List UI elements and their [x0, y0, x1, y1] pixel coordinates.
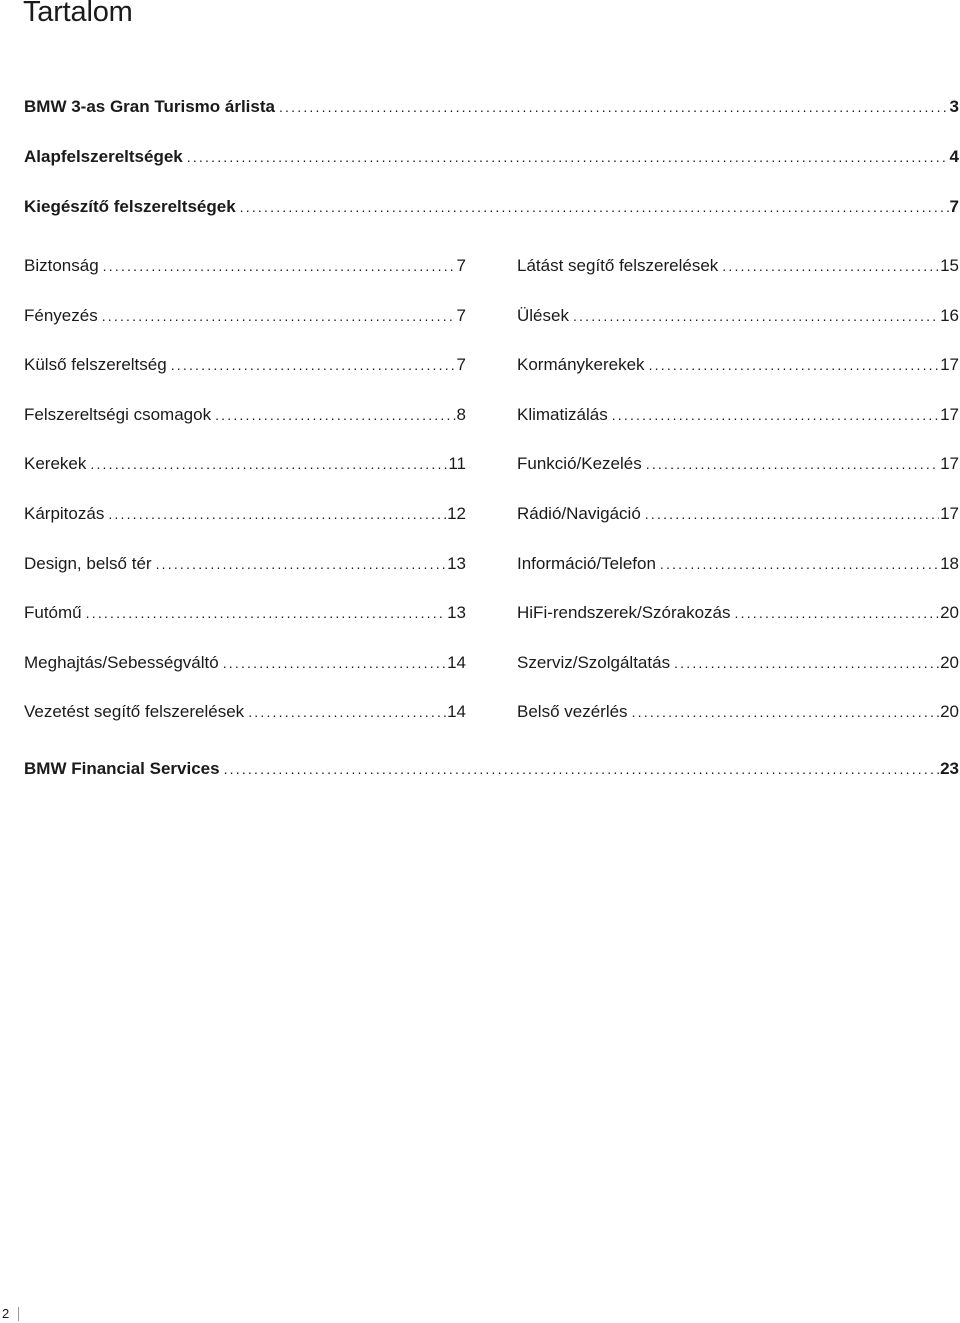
dot-leader: [108, 503, 446, 525]
dot-leader: [240, 196, 949, 218]
dot-leader: [90, 453, 447, 475]
toc-entry-ulesek[interactable]: [517, 305, 959, 327]
dot-leader: [224, 758, 940, 780]
toc-entry-page: 11: [448, 454, 466, 473]
toc-entry-meghajtas[interactable]: [24, 652, 466, 674]
toc-entry-label: Alapfelszereltségek: [24, 147, 183, 166]
toc-entry-funkcio-kezeles[interactable]: [517, 453, 959, 475]
dot-leader: [645, 503, 939, 525]
dot-leader: [279, 96, 949, 118]
toc-entry-label: Kiegészítő felszereltségek: [24, 197, 236, 216]
toc-entry-belso-vezerles[interactable]: [517, 701, 959, 723]
toc-entry-futomu[interactable]: [24, 602, 466, 624]
dot-leader: [646, 453, 939, 475]
toc-entry-label: Funkció/Kezelés: [517, 454, 642, 473]
toc-entry-page: 14: [447, 653, 466, 672]
toc-entry-page: 3: [949, 97, 959, 116]
toc-entry-label: Design, belső tér: [24, 554, 152, 573]
toc-entry-kormanykerekek[interactable]: [517, 354, 959, 376]
toc-entry-label: HiFi-rendszerek/Szórakozás: [517, 603, 731, 622]
toc-entry-page: 13: [447, 603, 466, 622]
toc-entry-page: 7: [949, 197, 959, 216]
dot-leader: [248, 701, 446, 723]
toc-entry-vezetest-segito[interactable]: [24, 701, 466, 723]
dot-leader: [722, 255, 939, 277]
toc-entry-label: BMW 3-as Gran Turismo árlista: [24, 97, 275, 116]
toc-entry-label: BMW Financial Services: [24, 759, 220, 778]
toc-entry-label: Felszereltségi csomagok: [24, 405, 212, 424]
toc-entry-page: 23: [940, 759, 959, 778]
toc-entry-label: Fényezés: [24, 306, 98, 325]
page-footer: [2, 1305, 19, 1323]
toc-entry-fenyezes[interactable]: [24, 305, 466, 327]
toc-entry-page: 7: [456, 355, 466, 374]
toc-entry-szerviz[interactable]: [517, 652, 959, 674]
toc-entry-page: 12: [447, 504, 466, 523]
toc-entry-label: Külső felszereltség: [24, 355, 167, 374]
dot-leader: [156, 553, 447, 575]
toc-entry-page: 20: [940, 702, 959, 721]
footer-divider: [18, 1307, 19, 1321]
toc-entry-financial-services[interactable]: [24, 758, 959, 780]
toc-entry-design-belso-ter[interactable]: [24, 553, 466, 575]
dot-leader: [735, 602, 940, 624]
toc-entry-label: Kerekek: [24, 454, 87, 473]
dot-leader: [674, 652, 939, 674]
toc-entry-label: Meghajtás/Sebességváltó: [24, 653, 219, 672]
toc-entry-label: Klimatizálás: [517, 405, 608, 424]
dot-leader: [632, 701, 940, 723]
toc-entry-alapfelszereltsegek[interactable]: [24, 146, 959, 168]
toc-entry-latast-segito[interactable]: [517, 255, 959, 277]
toc-entry-label: Ülések: [517, 306, 569, 325]
toc-entry-label: Futómű: [24, 603, 82, 622]
toc-entry-page: 17: [940, 355, 959, 374]
toc-entry-karpitozas[interactable]: [24, 503, 466, 525]
dot-leader: [187, 146, 949, 168]
toc-entry-page: 7: [456, 256, 466, 275]
dot-leader: [660, 553, 939, 575]
toc-entry-page: 17: [940, 504, 959, 523]
toc-entry-page: 16: [940, 306, 959, 325]
toc-entry-label: Kormánykerekek: [517, 355, 645, 374]
toc-entry-page: 20: [940, 653, 959, 672]
toc-entry-page: 17: [940, 405, 959, 424]
toc-entry-label: Vezetést segítő felszerelések: [24, 702, 245, 721]
toc-entry-page: 4: [949, 147, 959, 166]
toc-entry-hifi[interactable]: [517, 602, 959, 624]
toc-entry-page: 17: [940, 454, 959, 473]
toc-entry-page: 8: [456, 405, 466, 424]
dot-leader: [215, 404, 455, 426]
toc-entry-felszereltsegi-csomagok[interactable]: [24, 404, 466, 426]
toc-entry-label: Biztonság: [24, 256, 99, 275]
toc-entry-kerekek[interactable]: [24, 453, 466, 475]
toc-entry-page: 14: [447, 702, 466, 721]
toc-entry-kulso-felszereltseg[interactable]: [24, 354, 466, 376]
dot-leader: [649, 354, 940, 376]
toc-entry-label: Belső vezérlés: [517, 702, 628, 721]
toc-entry-label: Információ/Telefon: [517, 554, 656, 573]
dot-leader: [612, 404, 939, 426]
toc-entry-page: 20: [940, 603, 959, 622]
toc-entry-informacio-telefon[interactable]: [517, 553, 959, 575]
toc-entry-label: Szerviz/Szolgáltatás: [517, 653, 671, 672]
toc-entry-arlista[interactable]: [24, 96, 959, 118]
dot-leader: [573, 305, 939, 327]
toc-entry-label: Rádió/Navigáció: [517, 504, 641, 523]
dot-leader: [171, 354, 456, 376]
dot-leader: [103, 255, 456, 277]
toc-entry-label: Látást segítő felszerelések: [517, 256, 719, 275]
toc-entry-page: 18: [940, 554, 959, 573]
toc-entry-page: 7: [456, 306, 466, 325]
dot-leader: [102, 305, 456, 327]
dot-leader: [86, 602, 446, 624]
toc-entry-radio-navigacio[interactable]: [517, 503, 959, 525]
toc-entry-page: 13: [447, 554, 466, 573]
toc-entry-biztonsag[interactable]: [24, 255, 466, 277]
toc-entry-kiegeszito[interactable]: [24, 196, 959, 218]
toc-entry-klimatizalas[interactable]: [517, 404, 959, 426]
page-title: Tartalom: [23, 0, 133, 28]
toc-entry-label: Kárpitozás: [24, 504, 105, 523]
dot-leader: [223, 652, 446, 674]
toc-entry-page: 15: [940, 256, 959, 275]
page-number: 2: [2, 1306, 10, 1321]
